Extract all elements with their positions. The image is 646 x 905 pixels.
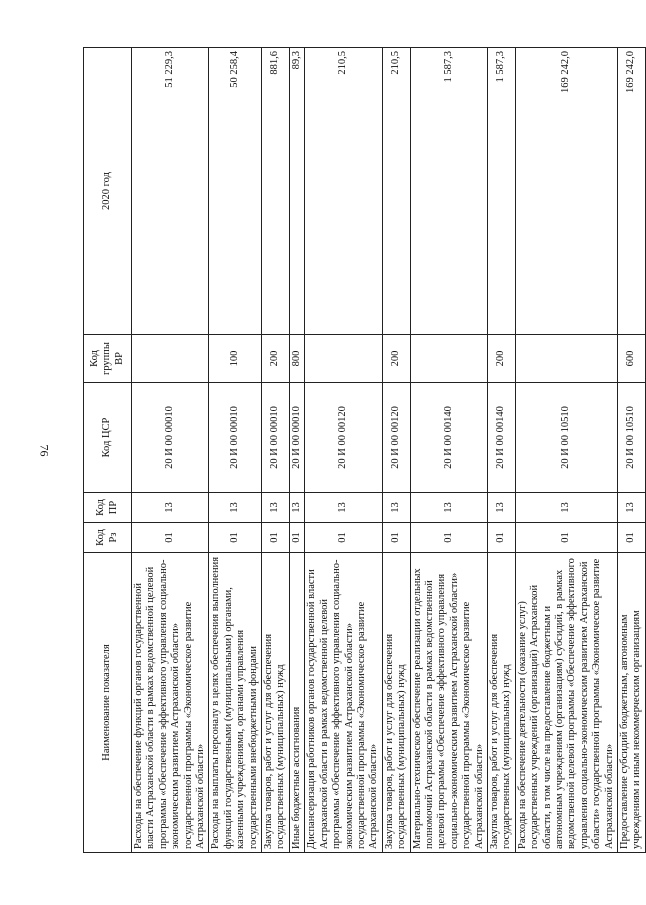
- table-row: [618, 48, 646, 853]
- row-csr: 20 И 00 00120: [305, 383, 382, 493]
- row-name: Закупка товаров, работ и услуг для обеспечения государственных (муниципальных) нужд: [382, 553, 410, 853]
- header-vr: Код группы ВР: [84, 335, 132, 383]
- row-pr: 13: [289, 493, 304, 523]
- row-rz: 01: [410, 523, 487, 553]
- table-row: [515, 48, 617, 853]
- row-pr: 13: [618, 493, 646, 523]
- row-vr: [305, 335, 382, 383]
- header-amount: 2020 год: [84, 48, 132, 335]
- row-vr: [132, 335, 209, 383]
- table-row: [382, 48, 410, 853]
- row-amount: 881,6: [262, 48, 290, 335]
- row-rz: 01: [305, 523, 382, 553]
- row-pr: 13: [132, 493, 209, 523]
- row-name: Предоставление субсидий бюджетным, автономным учреждениям и иным некоммерческим организациям: [618, 553, 646, 853]
- header-csr: Код ЦСР: [84, 383, 132, 493]
- page-number: 76: [37, 444, 52, 457]
- row-rz: 01: [487, 523, 515, 553]
- row-name: Материально-техническое обеспечение реализации отдельных полномочий Астраханской области в рамках ведомственной целевой программы «Обеспечение эффективного управления социально-экономическим развитием Астраханской области» государственной программы «Экономическое развитие Астраханской области»: [410, 553, 487, 853]
- row-csr: 20 И 00 00140: [487, 383, 515, 493]
- row-vr: [410, 335, 487, 383]
- row-pr: 13: [410, 493, 487, 523]
- header-name: Наименование показателя: [84, 553, 132, 853]
- row-amount: 169 242,0: [515, 48, 617, 335]
- table-row: [209, 48, 262, 853]
- row-csr: 20 И 00 00140: [410, 383, 487, 493]
- row-name: Расходы на обеспечение функций органов государственной власти Астраханской области в рамках ведомственной целевой программы «Обеспечение эффективного управления социально-экономическим развитием Астраханской области» государственной программы «Экономическое развитие Астраханской области»: [132, 553, 209, 853]
- row-csr: 20 И 00 10510: [618, 383, 646, 493]
- table-row: [132, 48, 209, 853]
- header-pr: Код ПР: [84, 493, 132, 523]
- row-rz: 01: [289, 523, 304, 553]
- row-amount: 169 242,0: [618, 48, 646, 335]
- row-rz: 01: [262, 523, 290, 553]
- table-row: [410, 48, 487, 853]
- row-vr: 200: [262, 335, 290, 383]
- row-rz: 01: [209, 523, 262, 553]
- row-vr: 800: [289, 335, 304, 383]
- row-amount: 210,5: [305, 48, 382, 335]
- row-amount: 51 229,3: [132, 48, 209, 335]
- row-pr: 13: [487, 493, 515, 523]
- row-csr: 20 И 00 00120: [382, 383, 410, 493]
- row-name: Иные бюджетные ассигнования: [289, 553, 304, 853]
- row-vr: [515, 335, 617, 383]
- table-header-row: [84, 48, 132, 853]
- table-row: [289, 48, 304, 853]
- row-pr: 13: [305, 493, 382, 523]
- row-amount: 1 587,3: [487, 48, 515, 335]
- row-csr: 20 И 00 00010: [262, 383, 290, 493]
- header-rz: Код Рз: [84, 523, 132, 553]
- row-vr: 200: [487, 335, 515, 383]
- row-rz: 01: [382, 523, 410, 553]
- budget-table: [83, 47, 646, 853]
- row-vr: 200: [382, 335, 410, 383]
- row-csr: 20 И 00 10510: [515, 383, 617, 493]
- rotated-page: [83, 48, 643, 853]
- row-amount: 50 258,4: [209, 48, 262, 335]
- row-amount: 210,5: [382, 48, 410, 335]
- row-name: Закупка товаров, работ и услуг для обеспечения государственных (муниципальных) нужд: [262, 553, 290, 853]
- row-csr: 20 И 00 00010: [132, 383, 209, 493]
- row-name: Диспансеризация работников органов государственной власти Астраханской области в рамках ведомственной целевой программы «Обеспечение эффективного управления социально-экономическим развитием Астраханской области» государственной программы «Экономическое развитие Астраханской области»: [305, 553, 382, 853]
- row-pr: 13: [382, 493, 410, 523]
- row-vr: 600: [618, 335, 646, 383]
- row-pr: 13: [262, 493, 290, 523]
- row-name: Расходы на выплаты персоналу в целях обеспечения выполнения функций государственными (муниципальными) органами, казенными учреждениями, органами управления государственными внебюджетными фондами: [209, 553, 262, 853]
- row-rz: 01: [132, 523, 209, 553]
- row-amount: 1 587,3: [410, 48, 487, 335]
- row-csr: 20 И 00 00010: [209, 383, 262, 493]
- row-rz: 01: [515, 523, 617, 553]
- row-amount: 89,3: [289, 48, 304, 335]
- row-csr: 20 И 00 00010: [289, 383, 304, 493]
- table-row: [487, 48, 515, 853]
- row-pr: 13: [515, 493, 617, 523]
- table-row: [262, 48, 290, 853]
- table-row: [305, 48, 382, 853]
- row-vr: 100: [209, 335, 262, 383]
- row-name: Расходы на обеспечение деятельности (оказание услуг) государственных учреждений (организаций) Астраханской области, в том числе на предоставление бюджетным и автономным учреждениям (организациям) субсидий, в рамках ведомственной целевой программы «Обеспечение эффективного управления социально-экономическим развитием Астраханской области» государственной программы «Экономическое развитие Астраханской области»: [515, 553, 617, 853]
- row-name: Закупка товаров, работ и услуг для обеспечения государственных (муниципальных) нужд: [487, 553, 515, 853]
- row-pr: 13: [209, 493, 262, 523]
- row-rz: 01: [618, 523, 646, 553]
